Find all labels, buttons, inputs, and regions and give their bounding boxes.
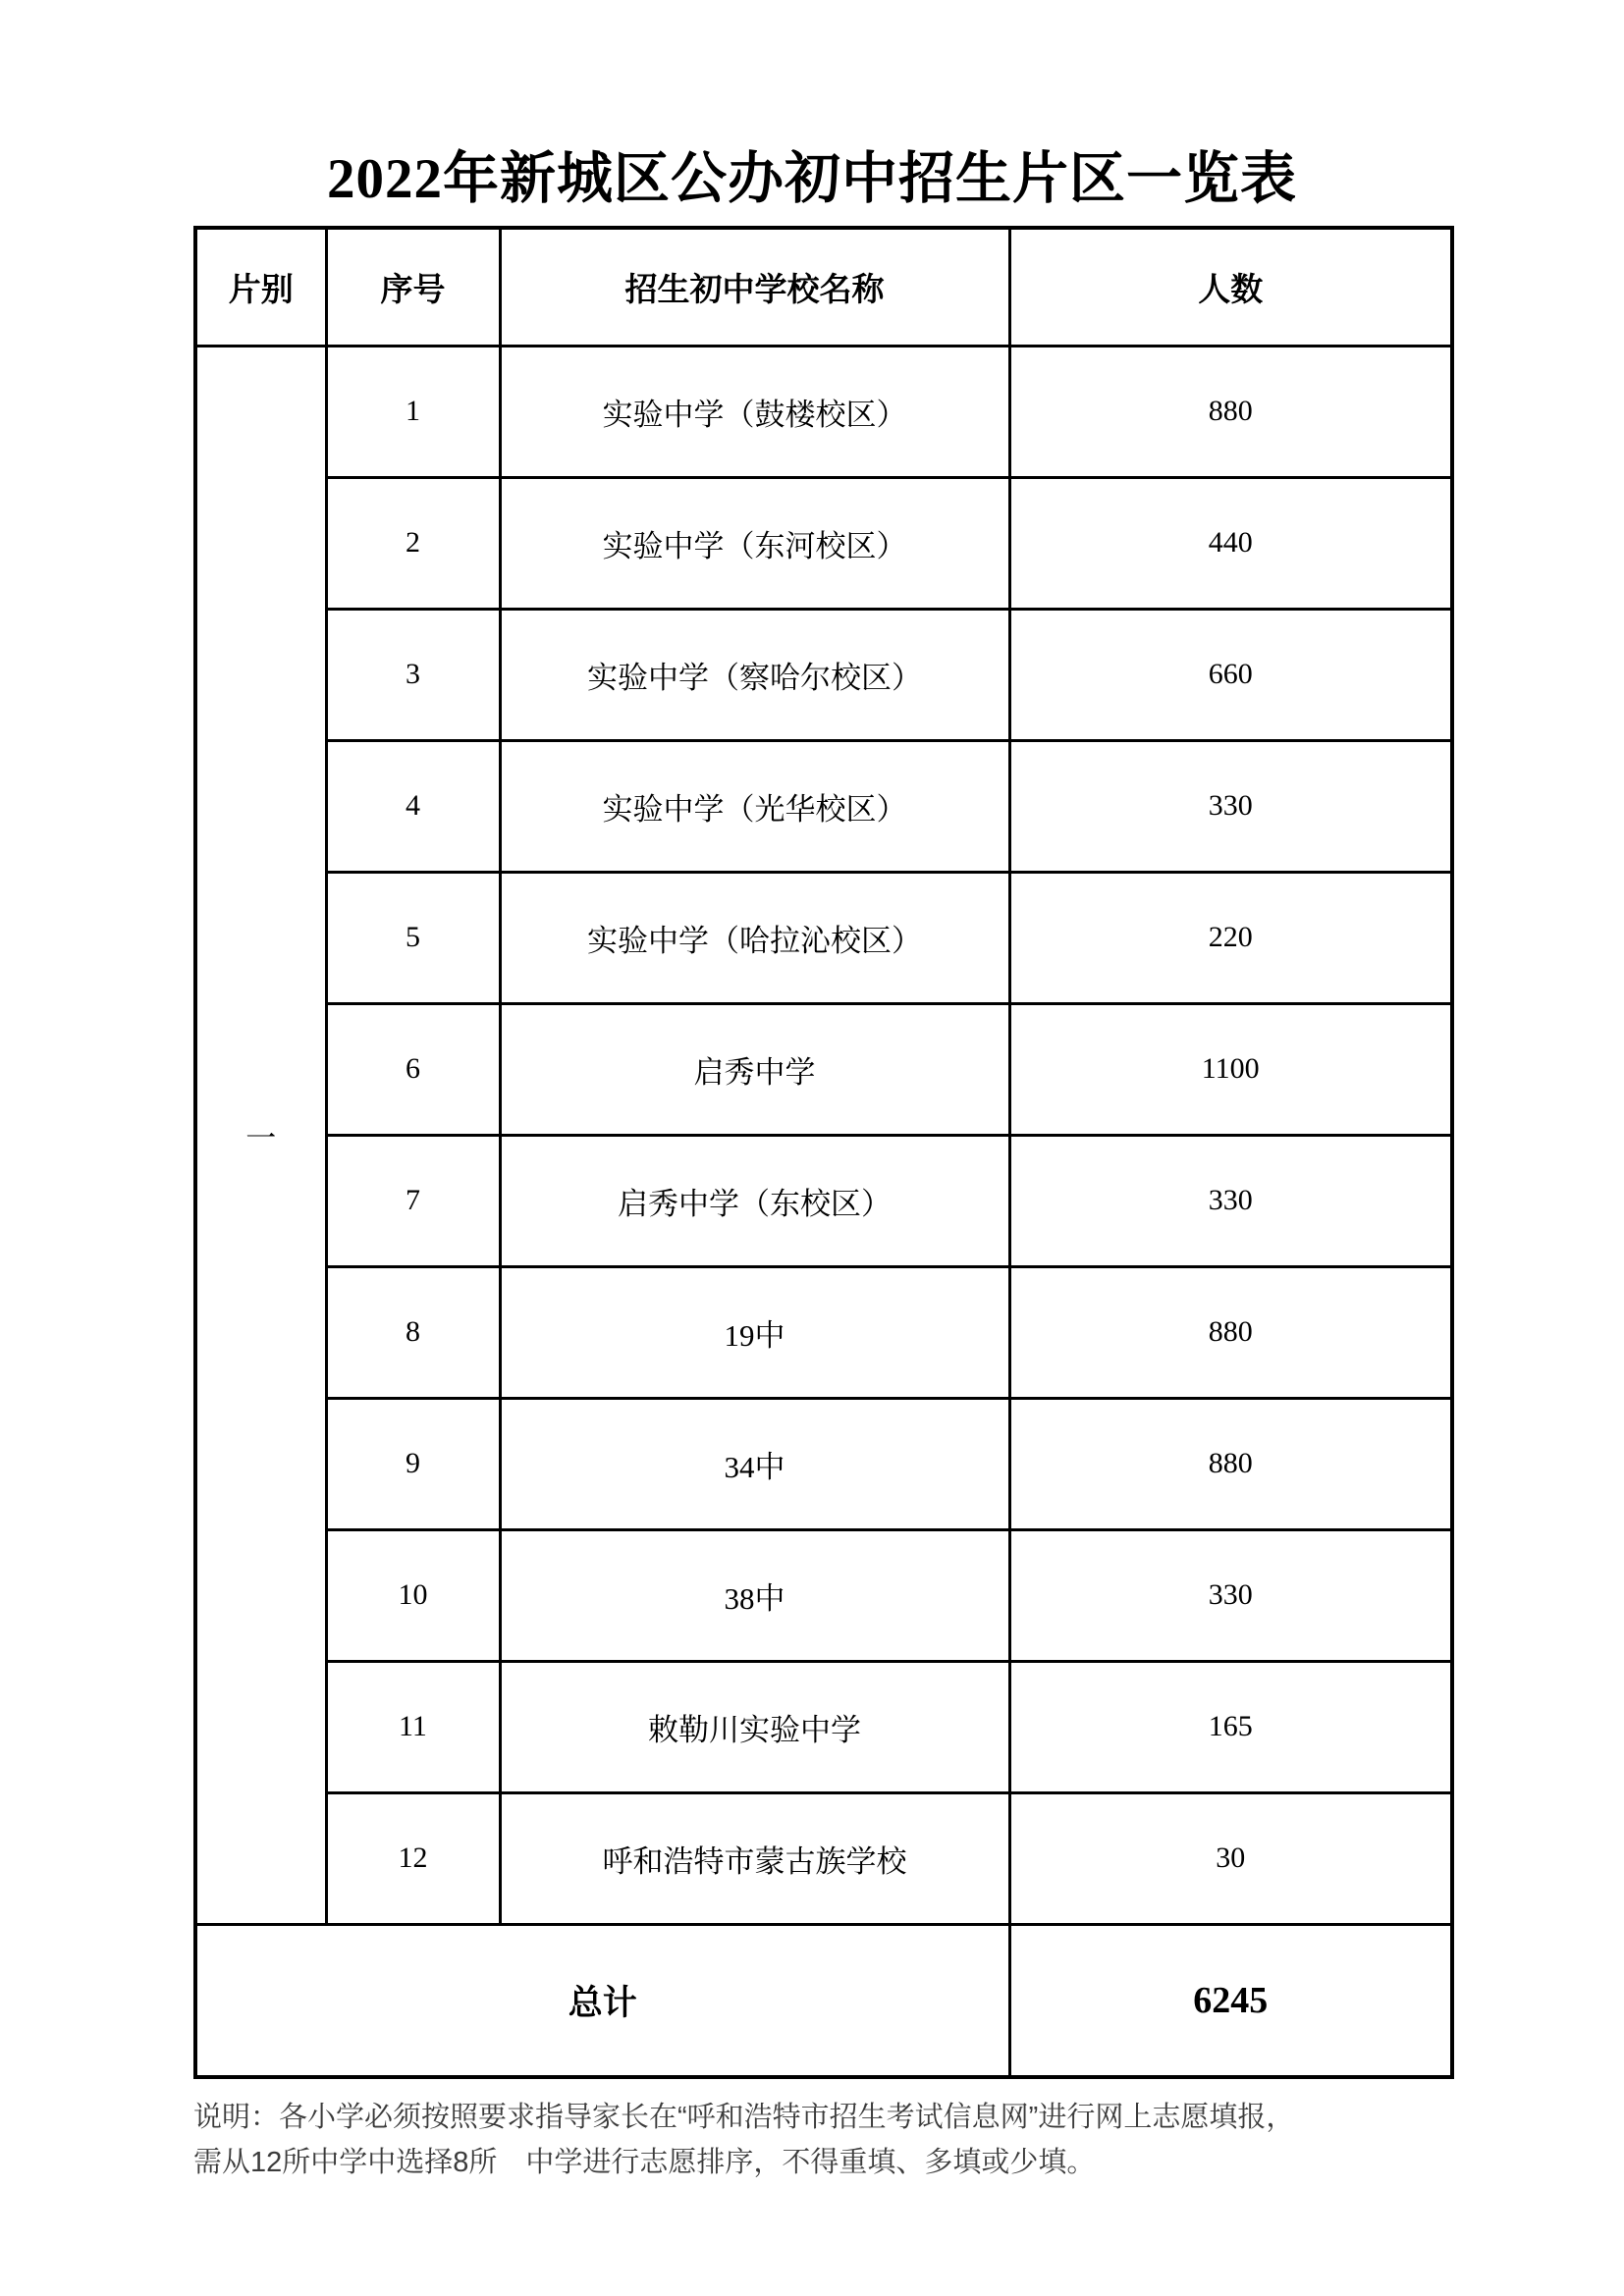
row-cell-count: 220 [1009,872,1452,1003]
zone-merged-cell: 一 [195,346,326,1924]
table-row [195,1135,1452,1266]
row-cell-count: 440 [1009,477,1452,609]
table-row [195,609,1452,740]
footnote-line-2: 需从12所中学中选择8所 中学进行志愿排序，不得重填、多填或少填。 [193,2147,1096,2179]
row-cell-school: 启秀中学（东校区） [500,1135,1009,1266]
row-cell-count: 880 [1009,346,1452,477]
row-cell-count: 165 [1009,1661,1452,1792]
row-cell-school: 呼和浩特市蒙古族学校 [500,1792,1009,1924]
enrollment-table [193,226,1454,2079]
header-school: 招生初中学校名称 [500,228,1009,346]
row-cell-school: 实验中学（察哈尔校区） [500,609,1009,740]
row-cell-no: 1 [326,346,500,477]
row-cell-no: 12 [326,1792,500,1924]
table-row [195,1003,1452,1135]
row-cell-no: 3 [326,609,500,740]
row-cell-school: 38中 [500,1529,1009,1661]
row-cell-no: 2 [326,477,500,609]
page-title: 2022年新城区公办初中招生片区一览表 [327,148,1297,210]
row-cell-no: 5 [326,872,500,1003]
row-cell-no: 6 [326,1003,500,1135]
row-cell-count: 880 [1009,1398,1452,1529]
row-cell-count: 660 [1009,609,1452,740]
table-header-row [195,228,1452,346]
footnote [193,2095,1460,2186]
row-cell-school: 34中 [500,1398,1009,1529]
row-cell-no: 4 [326,740,500,872]
row-cell-no: 7 [326,1135,500,1266]
row-cell-count: 330 [1009,740,1452,872]
total-count-cell: 6245 [1009,1924,1452,2077]
table-row [195,1661,1452,1792]
table-row [195,1529,1452,1661]
table-row [195,1792,1452,1924]
row-cell-school: 启秀中学 [500,1003,1009,1135]
table-row [195,872,1452,1003]
header-zone: 片别 [195,228,326,346]
table-total-row [195,1924,1452,2077]
row-cell-school: 实验中学（鼓楼校区） [500,346,1009,477]
row-cell-count: 1100 [1009,1003,1452,1135]
row-cell-school: 实验中学（东河校区） [500,477,1009,609]
row-cell-count: 330 [1009,1529,1452,1661]
row-cell-count: 30 [1009,1792,1452,1924]
table-row [195,1398,1452,1529]
row-cell-school: 实验中学（光华校区） [500,740,1009,872]
total-label-cell: 总计 [195,1924,1009,2077]
row-cell-no: 10 [326,1529,500,1661]
row-cell-no: 9 [326,1398,500,1529]
row-cell-no: 11 [326,1661,500,1792]
row-cell-school: 敕勒川实验中学 [500,1661,1009,1792]
table-row [195,740,1452,872]
table-row [195,346,1452,477]
table-row [195,1266,1452,1398]
row-cell-no: 8 [326,1266,500,1398]
row-cell-school: 实验中学（哈拉沁校区） [500,872,1009,1003]
row-cell-school: 19中 [500,1266,1009,1398]
header-count: 人数 [1009,228,1452,346]
table-row [195,477,1452,609]
row-cell-count: 880 [1009,1266,1452,1398]
footnote-line-1: 说明：各小学必须按照要求指导家长在“呼和浩特市招生考试信息网”进行网上志愿填报， [193,2102,1295,2133]
row-cell-count: 330 [1009,1135,1452,1266]
header-no: 序号 [326,228,500,346]
